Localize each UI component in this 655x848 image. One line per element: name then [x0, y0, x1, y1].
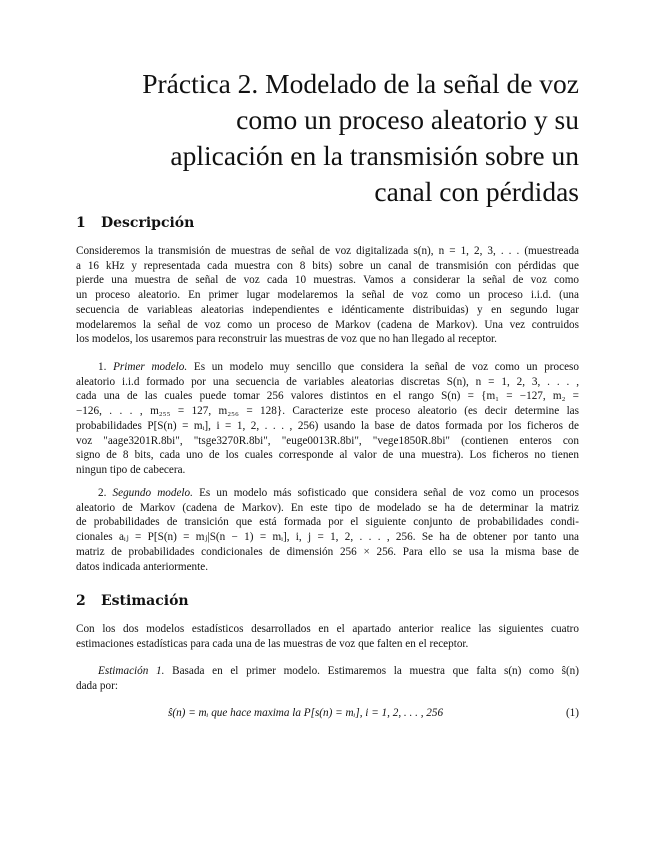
text-line: aleatorio de Markov (cadena de Markov). En este tipo de modelado se ha de determinar la matriz — [76, 501, 579, 514]
text-line: a 16 kHz y representada cada muestra con 8 bits) sobre un canal de transmisión con pérdidas que — [76, 259, 579, 272]
list-item-segundo-modelo — [76, 486, 579, 574]
section-heading-estimacion — [76, 593, 189, 609]
text-line: −126, . . . , m₂₅₅ = 127, m₂₅₆ = 128}. Caracterize este proceso aleatorio (es decir determine las — [76, 405, 579, 418]
equation-number: (1) — [565, 707, 579, 719]
text-line: cionales aᵢⱼ = P[S(n) = mⱼ|S(n − 1) = mᵢ], i, j = 1, 2, . . . , 256. Se ha de obtener por tanto una — [76, 531, 579, 544]
text-line: estimaciones estadísticas para cada una de las muestras de voz que falten en el receptor. — [76, 637, 469, 650]
document-title — [60, 66, 579, 210]
intro-paragraph — [76, 244, 579, 347]
section-heading-descripcion — [76, 215, 194, 231]
text-line — [76, 664, 579, 679]
text-line: cada una de las cuales puede tomar 256 valores distintos en el rango S(n) = {m₁ = −127, m₂ = — [76, 390, 579, 403]
title-line: aplicación en la transmisión sobre un — [170, 140, 579, 171]
text-line: aleatorio i.i.d formado por una secuencia de variables aleatorias discretas S(n), n = 1, 2, 3, . . . , — [76, 375, 579, 388]
equation-body: ŝ(n) = mᵢ que hace maxima la P[s(n) = mᵢ], i = 1, 2, . . . , 256 — [168, 707, 444, 719]
text-line: probabilidades P[S(n) = mᵢ], i = 1, 2, . . . , 256) usando la base de datos formada por los ficheros de — [76, 419, 579, 432]
text-fragment: Es un modelo muy sencillo que considera la señal de voz como un proceso — [193, 361, 579, 373]
text-line: Consideremos la transmisión de muestras de señal de voz digitalizada s(n), n = 1, 2, 3, . . . (muestreada — [76, 245, 579, 257]
section-title: Estimación — [101, 593, 189, 609]
text-line: signo de 8 bits, cada uno de los cuales corresponde al valor de una muestra). Los ficheros no tienen — [76, 449, 579, 462]
text-line: secuencia de variableas aleatorias independientes e idénticamente distribuidas) y en segundo lugar — [76, 303, 579, 316]
estimacion-name: Estimación 1. — [98, 665, 165, 677]
text-line: pierde una muestra de señal de voz cada 10 muestras. Vamos a considerar la señal de voz como — [76, 274, 579, 287]
section-number: 1 — [76, 215, 86, 231]
text-line: de probabilidades de transición que está formada por el siguiente conjunto de probabilidades condi- — [76, 516, 579, 529]
title-line: como un proceso aleatorio y su — [236, 104, 579, 135]
text-line: los modelos, los usaremos para reconstruir las muestras de voz que no han llegado al receptor. — [76, 333, 497, 346]
text-line — [76, 360, 579, 375]
text-line: dada por: — [76, 679, 118, 692]
text-line — [76, 486, 579, 501]
list-item-number: 2. — [98, 487, 107, 499]
title-line: canal con pérdidas — [374, 176, 579, 207]
text-line: voz "aage3201R.8bi", "tsge3270R.8bi", "euge0013R.8bi", "vege1850R.8bi" (contienen enteros con — [76, 434, 579, 447]
text-line: datos indicada anteriormente. — [76, 560, 209, 573]
title-line: Práctica 2. Modelado de la señal de voz — [142, 68, 579, 99]
text-fragment: Basada en el primer modelo. Estimaremos la muestra que falta s(n) como ŝ(n) — [172, 665, 579, 677]
text-fragment: Es un modelo más sofisticado que considera señal de voz como un procesos — [199, 487, 580, 499]
list-item-name: Segundo modelo. — [112, 487, 193, 499]
section-title: Descripción — [101, 215, 195, 231]
text-line: matriz de probabilidades condicionales de dimensión 256 × 256. Para ello se usa la misma base de — [76, 545, 579, 558]
section-number: 2 — [76, 593, 86, 609]
text-line: Con los dos modelos estadísticos desarrollados en el apartado anterior realice las siguientes cuatro — [76, 623, 579, 635]
text-line: ningun tipo de cabecera. — [76, 463, 186, 476]
list-item-name: Primer modelo. — [113, 361, 188, 373]
estimacion-1-paragraph — [76, 664, 579, 693]
estimacion-intro-paragraph — [76, 622, 579, 651]
list-item-number: 1. — [98, 361, 107, 373]
text-line: modelaremos la señal de voz como un proceso de Markov (cadena de Markov). Una vez contruidos — [76, 318, 579, 331]
text-line: un proceso aleatorio. En primer lugar modelaremos la señal de voz como un proceso i.i.d. (una — [76, 289, 579, 302]
list-item-primer-modelo — [76, 360, 579, 478]
